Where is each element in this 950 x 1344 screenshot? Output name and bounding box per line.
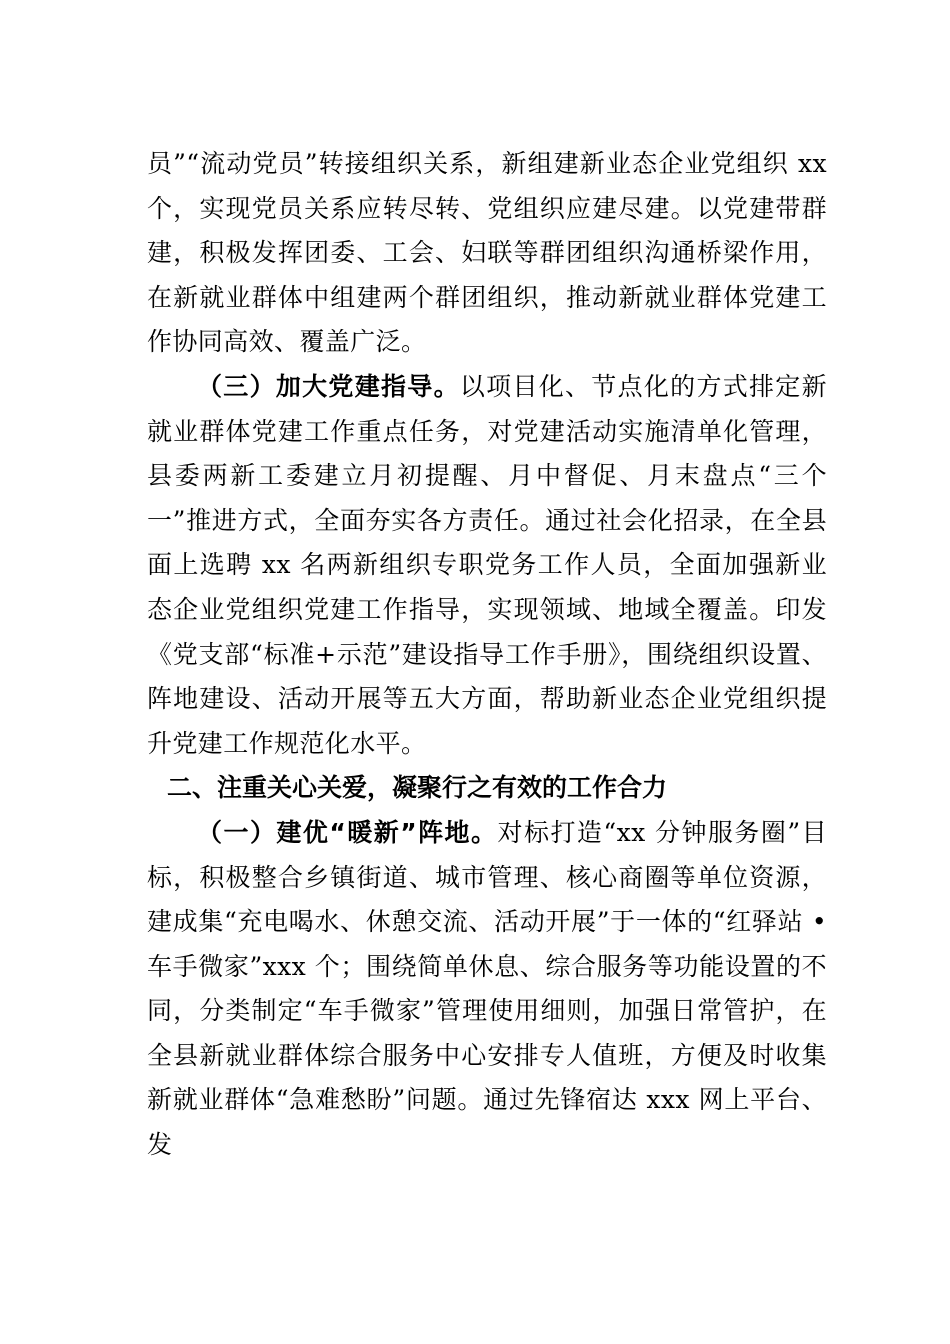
paragraph-run-heading: （三）加大党建指导。 <box>197 371 460 401</box>
paragraph-party-building-guidance <box>147 365 827 766</box>
paragraph-warm-position <box>147 811 827 1168</box>
paragraph-continuation <box>147 142 827 365</box>
paragraph-text: 以项目化、节点化的方式排定新就业群体党建工作重点任务，对党建活动实施清单化管理，县委两新工委建立月初提醒、月中督促、月末盘点“三个一”推进方式，全面夯实各方责任。通过社会化招录，在全县面上选聘 xx 名两新组织专职党务工作人员，全面加强新业态企业党组织党建工作指导，实现领域、地域全覆盖。印发《党支部“标准+示范”建设指导工作手册》，围绕组织设置、阵地建设、活动开展等五大方面，帮助新业态企业党组织提升党建工作规范化水平。 <box>147 371 827 758</box>
paragraph-run-heading: （一）建优“暖新”阵地。 <box>197 817 498 847</box>
paragraph-text: 员”“流动党员”转接组织关系，新组建新业态企业党组织 xx 个，实现党员关系应转尽转、党组织应建尽建。以党建带群建，积极发挥团委、工会、妇联等群团组织沟通桥梁作用，在新就业群体中组建两个群团组织，推动新就业群体党建工作协同高效、覆盖广泛。 <box>147 149 827 357</box>
paragraph-text: 对标打造“xx 分钟服务圈”目标，积极整合乡镇街道、城市管理、核心商圈等单位资源，建成集“充电喝水、休憩交流、活动开展”于一体的“红驿站 • 车手微家”xxx 个；围绕简单休息、综合服务等功能设置的不同，分类制定“车手微家”管理使用细则，加强日常管护，在全县新就业群体综合服务中心安排专人值班，方便及时收集新就业群体“急难愁盼”问题。通过先锋宿达 xxx 网上平台、发 <box>147 817 827 1160</box>
document-body <box>147 142 827 1168</box>
section-heading: 二、注重关心关爱，凝聚行之有效的工作合力 <box>167 773 668 803</box>
